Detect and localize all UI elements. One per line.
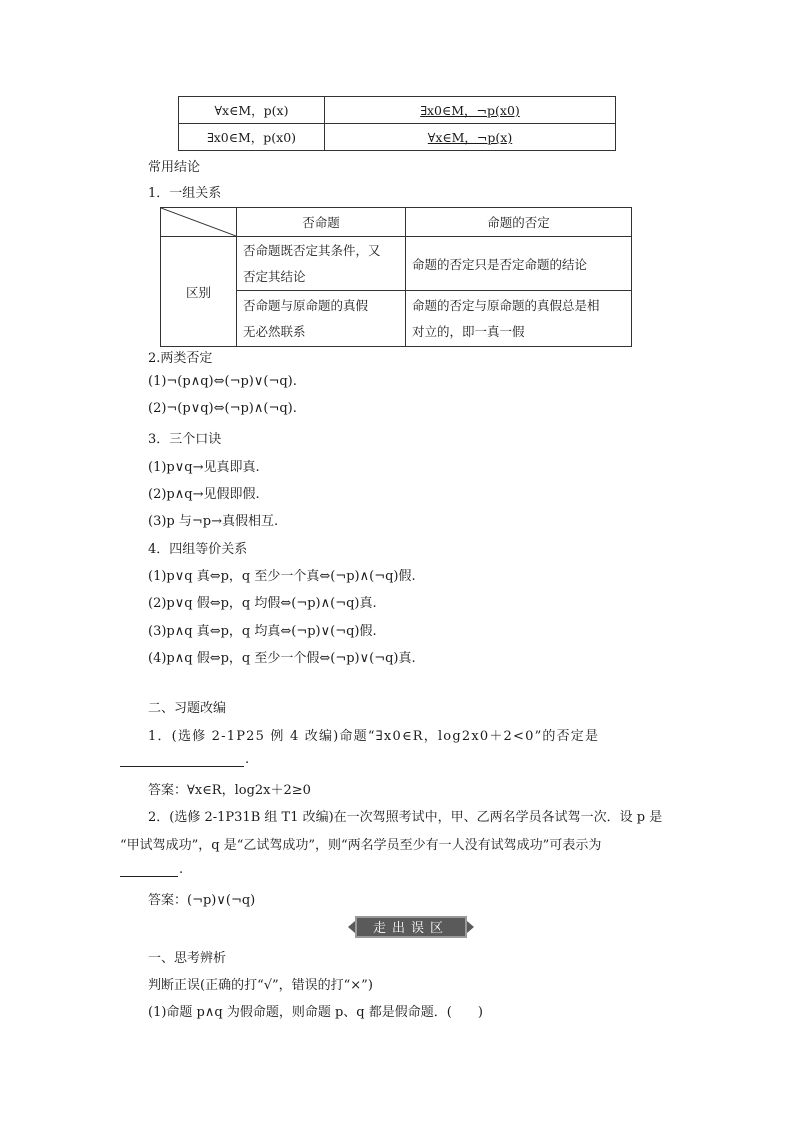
list-item: (1)p∨q 真⇔p，q 至少一个真⇔(¬p)∧(¬q)假. xyxy=(148,569,416,584)
column-header: 否命题 xyxy=(237,208,406,237)
table-cell xyxy=(406,291,632,347)
answer-blank xyxy=(120,766,244,767)
table-cell: 命题的否定只是否定命题的结论 xyxy=(406,237,632,291)
quantifier-table xyxy=(178,96,616,151)
row-label: 区别 xyxy=(161,237,237,347)
blank-period: . xyxy=(245,752,250,767)
diagonal-header-cell xyxy=(161,208,237,237)
section-common-conclusions: 常用结论 xyxy=(148,160,201,175)
section-badge: 走出误区 xyxy=(355,916,467,938)
list-item: (1)p∨q→见真即真. xyxy=(148,460,260,475)
diagonal-line-icon xyxy=(161,208,236,236)
table-cell xyxy=(237,291,406,347)
column-header: 命题的否定 xyxy=(406,208,632,237)
section-title: 2.两类否定 xyxy=(148,351,213,366)
judge-item: (1)命题 p∧q 为假命题，则命题 p、q 都是假命题．( ) xyxy=(148,1005,483,1020)
question-text: 2．(选修 2-1P31B 组 T1 改编)在一次驾照考试中，甲、乙两名学员各试驾一次．设 p 是 xyxy=(148,810,663,825)
section-title: 1．一组关系 xyxy=(148,186,222,201)
cell-line: 否定其结论 xyxy=(243,268,306,284)
proposition-cell: ∃x0∈M，p(x0) xyxy=(179,124,325,151)
answer-blank xyxy=(120,876,178,877)
answer-text: 答案：(¬p)∨(¬q) xyxy=(148,893,256,908)
relation-table xyxy=(160,207,632,347)
list-item: (1)¬(p∧q)⇔(¬p)∨(¬q). xyxy=(148,374,297,389)
section-title: 3．三个口诀 xyxy=(148,432,222,447)
cell-line: 无必然联系 xyxy=(243,323,306,339)
list-item: (3)p∧q 真⇔p，q 均真⇔(¬p)∨(¬q)假. xyxy=(148,624,377,639)
part-title: 一、思考辨析 xyxy=(148,951,227,966)
cell-line: 对立的，即一真一假 xyxy=(412,323,525,339)
proposition-cell: ∀x∈M，p(x) xyxy=(179,97,325,124)
negation-cell: ∀x∈M，¬p(x) xyxy=(325,124,616,151)
blank-period: . xyxy=(179,862,184,877)
cell-line: 否命题与原命题的真假 xyxy=(243,297,369,313)
negation-cell: ∃x0∈M，¬p(x0) xyxy=(325,97,616,124)
list-item: (2)p∧q→见假即假. xyxy=(148,487,260,502)
list-item: (2)p∨q 假⇔p，q 均假⇔(¬p)∧(¬q)真. xyxy=(148,596,377,611)
section-title: 4．四组等价关系 xyxy=(148,542,248,557)
question-text: 1．(选修 2-1P25 例 4 改编)命题“∃x0∈R，log2x0＋2<0”的否定是 xyxy=(148,729,600,744)
list-item: (3)p 与¬p→真假相互. xyxy=(148,514,279,529)
cell-line: 否命题既否定其条件，又 xyxy=(243,242,381,258)
part-title: 二、习题改编 xyxy=(148,701,227,716)
answer-text: 答案：∀x∈R，log2x＋2≥0 xyxy=(148,783,311,798)
table-cell xyxy=(237,237,406,291)
instruction-text: 判断正误(正确的打“√”，错误的打“×”) xyxy=(148,978,373,993)
list-item: (2)¬(p∨q)⇔(¬p)∧(¬q). xyxy=(148,401,297,416)
cell-line: 命题的否定与原命题的真假总是相 xyxy=(412,297,600,313)
question-text: “甲试驾成功”，q 是“乙试驾成功”，则“两名学员至少有一人没有试驾成功”可表示为 xyxy=(120,838,602,853)
list-item: (4)p∧q 假⇔p，q 至少一个假⇔(¬p)∨(¬q)真. xyxy=(148,651,416,666)
